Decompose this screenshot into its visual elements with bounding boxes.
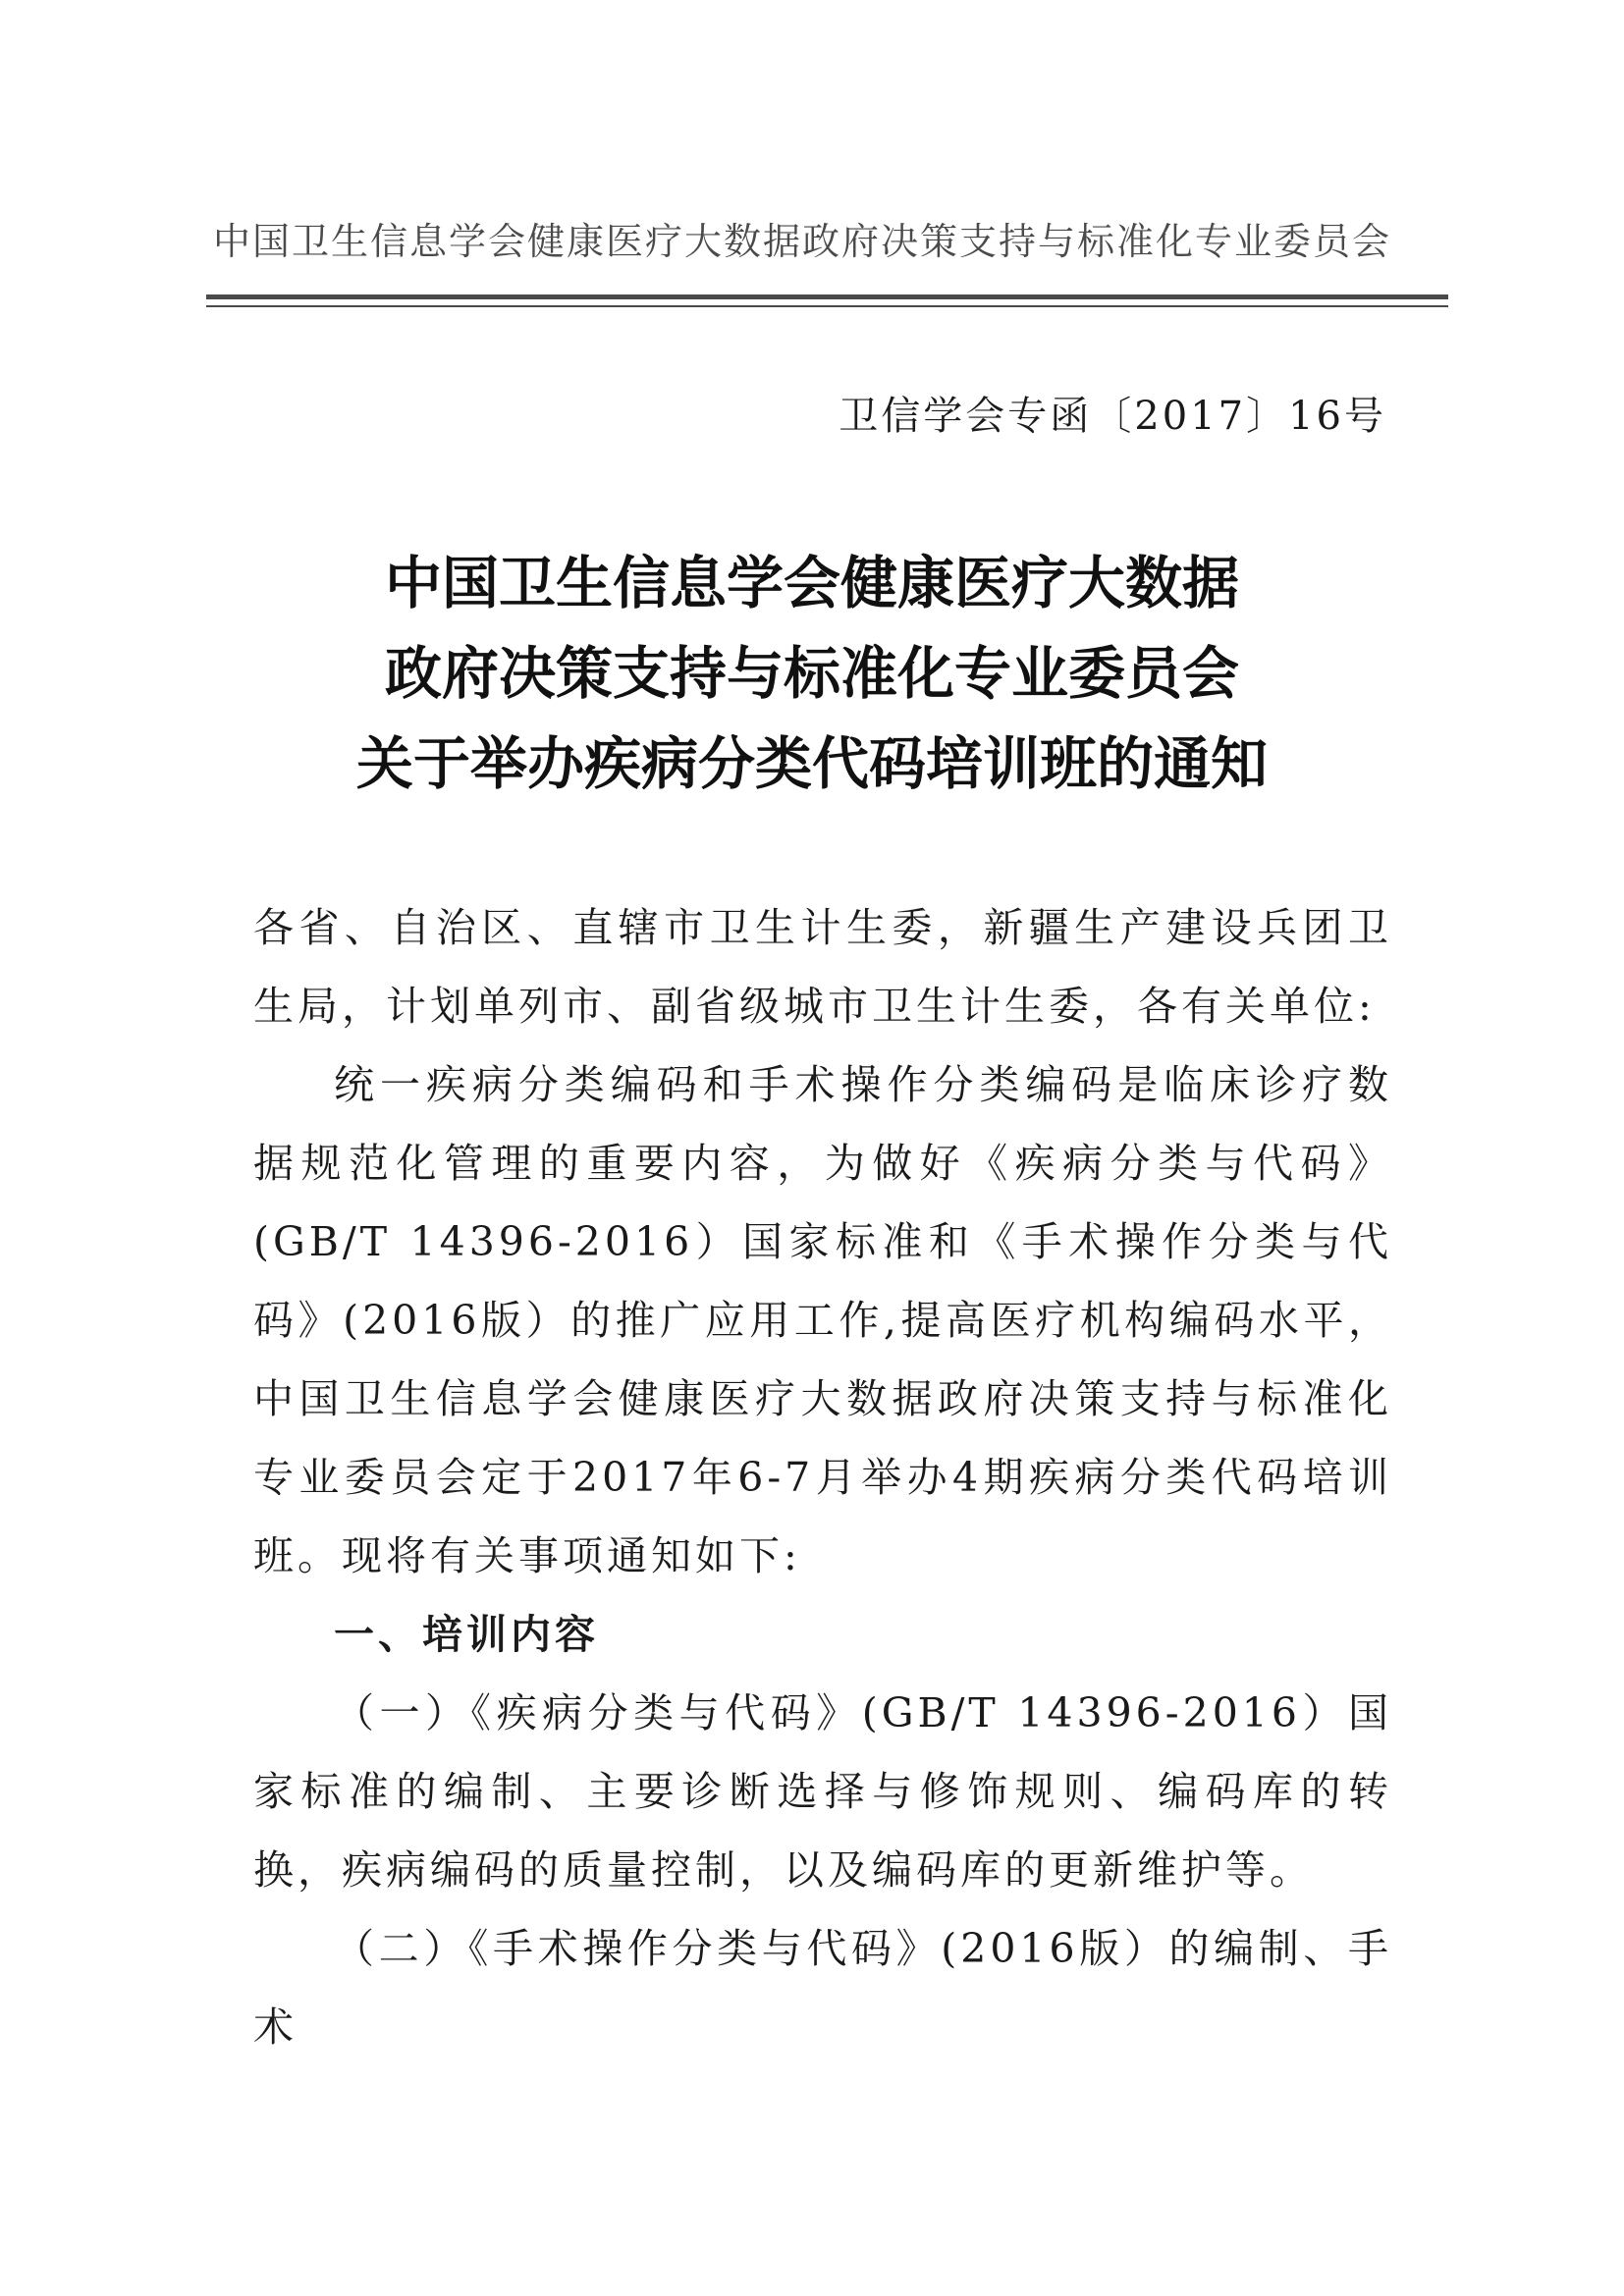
section-item-2: （二）《手术操作分类与代码》(2016版）的编制、手术: [253, 1925, 1392, 2051]
letterhead-rule-thick: [206, 294, 1448, 299]
intro-paragraph: 统一疾病分类编码和手术操作分类编码是临床诊疗数据规范化管理的重要内容，为做好《疾病分类与代码》(GB/T 14396-2016）国家标准和《手术操作分类与代码》(2016版）的推广应用工作,提高医疗机构编码水平，中国卫生信息学会健康医疗大数据政府决策支持与标准化专业委员会定于2017年6-7月举办4期疾病分类代码培训班。现将有关事项通知如下:: [253, 1061, 1392, 1579]
document-title: [226, 538, 1398, 809]
document-number: 卫信学会专函〔2017〕16号: [839, 394, 1386, 439]
section-heading-training-content: 一、培训内容: [334, 1611, 599, 1658]
title-line-1: 中国卫生信息学会健康医疗大数据: [384, 550, 1239, 616]
letterhead-rule-thin: [206, 305, 1448, 307]
letterhead-organization: 中国卫生信息学会健康医疗大数据政府决策支持与标准化专业委员会: [212, 220, 1391, 263]
title-line-2: 政府决策支持与标准化专业委员会: [384, 640, 1239, 707]
section-item-1: （一）《疾病分类与代码》(GB/T 14396-2016）国家标准的编制、主要诊断选择与修饰规则、编码库的转换，疾病编码的质量控制，以及编码库的更新维护等。: [253, 1689, 1392, 1894]
document-body: [253, 888, 1392, 2066]
title-line-3: 关于举办疾病分类代码培训班的通知: [355, 730, 1268, 797]
salutation: 各省、自治区、直辖市卫生计生委，新疆生产建设兵团卫生局，计划单列市、副省级城市卫生计生委，各有关单位:: [253, 904, 1392, 1030]
